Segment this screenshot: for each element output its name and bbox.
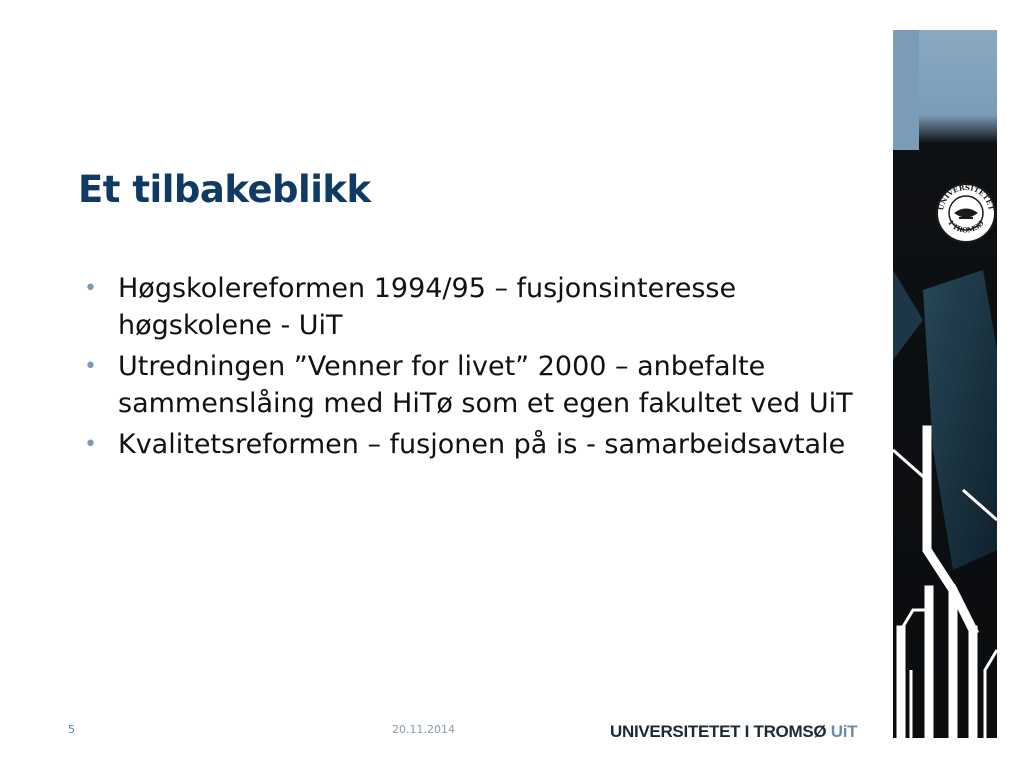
bullet-list	[80, 270, 880, 467]
university-seal-logo	[935, 182, 997, 244]
bullet-text: Høgskolereformen 1994/95 – fusjonsinteresse høgskolene - UiT	[118, 273, 737, 341]
bullet-icon: •	[84, 432, 97, 457]
footer-logo-uit: UiT	[830, 722, 858, 741]
footer-logo	[610, 722, 857, 742]
decorative-art-panel	[893, 30, 997, 738]
bullet-text: Kvalitetsreformen – fusjonen på is - samarbeidsavtale	[118, 429, 846, 460]
bullet-item	[80, 426, 880, 463]
slide-title: Et tilbakeblikk	[78, 168, 371, 211]
footer-logo-text: UNIVERSITETET I TROMSØ	[610, 722, 827, 741]
slide-date: 20.11.2014	[392, 723, 455, 736]
bullet-text: Utredningen ”Venner for livet” 2000 – anbefalte sammenslåing med HiTø som et egen fakultet ved UiT	[118, 351, 853, 419]
bullet-icon: •	[84, 276, 97, 301]
svg-text:UNIVERSITETET: UNIVERSITETET	[936, 182, 996, 212]
page-number: 5	[68, 723, 75, 736]
bullet-icon: •	[84, 354, 97, 379]
svg-text:I TROMSØ: I TROMSØ	[946, 218, 986, 235]
bullet-item	[80, 348, 880, 422]
bullet-item	[80, 270, 880, 344]
